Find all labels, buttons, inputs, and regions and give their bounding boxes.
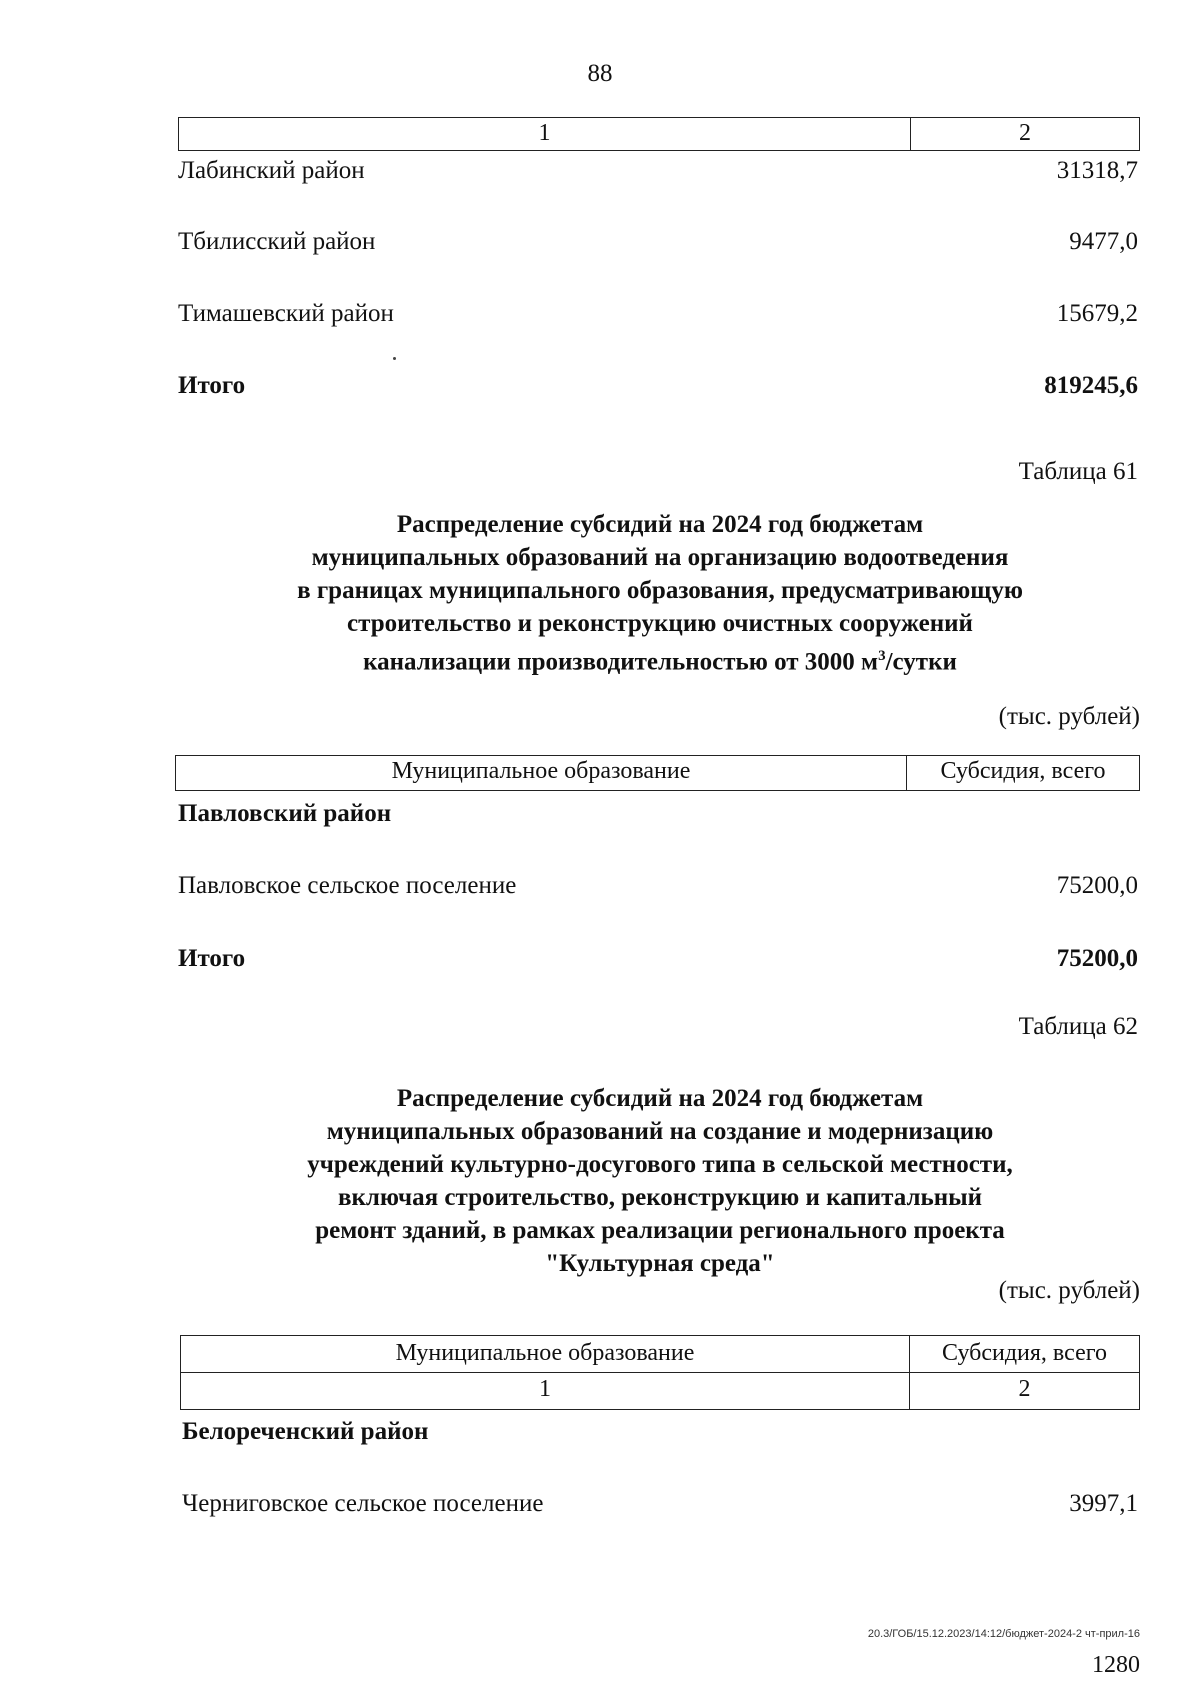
row-name: Лабинский район xyxy=(178,157,365,184)
table-label: Таблица 62 xyxy=(1018,1013,1138,1040)
units-label: (тыс. рублей) xyxy=(998,1277,1140,1304)
table-header-numbers xyxy=(180,1372,1140,1410)
column-header-subsidy: Субсидия, всего xyxy=(940,758,1106,784)
total-label: Итого xyxy=(178,945,246,972)
group-heading: Павловский район xyxy=(178,800,392,827)
table-row xyxy=(178,300,1138,328)
column-header-municipality: Муниципальное образование xyxy=(181,1336,910,1372)
row-name: Тимашевский район xyxy=(178,300,394,327)
title-line: Распределение субсидий на 2024 год бюджетам xyxy=(396,511,924,538)
title-line: Распределение субсидий на 2024 год бюджетам xyxy=(396,1085,924,1112)
total-row xyxy=(178,945,1138,973)
total-row xyxy=(178,372,1138,400)
row-value: 75200,0 xyxy=(1056,872,1138,899)
row-value: 15679,2 xyxy=(1056,300,1138,327)
table-row xyxy=(178,228,1138,256)
row-name: Черниговское сельское поселение xyxy=(182,1490,544,1517)
table-title xyxy=(180,1082,1140,1280)
table-row xyxy=(178,872,1138,900)
document-code: 20.3/ГОБ/15.12.2023/14:12/бюджет-2024-2 чт-прил-16 xyxy=(867,1628,1140,1640)
group-heading: Белореченский район xyxy=(182,1418,429,1445)
row-name: Павловское сельское поселение xyxy=(178,872,517,899)
units-label: (тыс. рублей) xyxy=(998,703,1140,730)
table-row xyxy=(178,157,1138,185)
scan-speck xyxy=(393,357,396,360)
column-header-2: 2 xyxy=(1019,120,1031,146)
table-header xyxy=(175,755,1140,791)
row-name: Тбилисский район xyxy=(178,228,376,255)
row-value: 31318,7 xyxy=(1056,157,1138,184)
title-line: ремонт зданий, в рамках реализации регионального проекта xyxy=(315,1217,1005,1244)
superscript: 3 xyxy=(878,648,886,664)
total-value: 819245,6 xyxy=(1044,372,1138,399)
table-title xyxy=(180,508,1140,678)
column-number-1: 1 xyxy=(181,1372,910,1409)
title-line: строительство и реконструкцию очистных сооружений xyxy=(347,610,973,637)
table-label: Таблица 61 xyxy=(1018,458,1138,485)
column-header-municipality: Муниципальное образование xyxy=(176,756,907,790)
column-header-subsidy: Субсидия, всего xyxy=(942,1340,1107,1366)
title-line: канализации производительностью от 3000 $м^3$/сутки xyxy=(363,648,957,676)
row-value: 9477,0 xyxy=(1069,228,1138,255)
page-number: 88 xyxy=(587,60,613,87)
column-number-2: 2 xyxy=(1018,1376,1031,1402)
row-value: 3997,1 xyxy=(1069,1490,1138,1517)
total-label: Итого xyxy=(178,372,246,399)
table-row xyxy=(182,1490,1138,1518)
table-header xyxy=(180,1335,1140,1373)
title-line: муниципальных образований на организацию водоотведения xyxy=(311,544,1009,571)
column-header-1: 1 xyxy=(179,118,911,150)
top-table-header xyxy=(178,117,1140,151)
sheet-number: 1280 xyxy=(1092,1652,1140,1678)
title-line: в границах муниципального образования, предусматривающую xyxy=(297,577,1023,604)
title-line: учреждений культурно-досугового типа в сельской местности, xyxy=(307,1151,1013,1178)
title-line: муниципальных образований на создание и модернизацию xyxy=(326,1118,994,1145)
title-line: "Культурная среда" xyxy=(545,1250,775,1277)
total-value: 75200,0 xyxy=(1056,945,1138,972)
title-line: включая строительство, реконструкцию и капитальный xyxy=(337,1184,983,1211)
